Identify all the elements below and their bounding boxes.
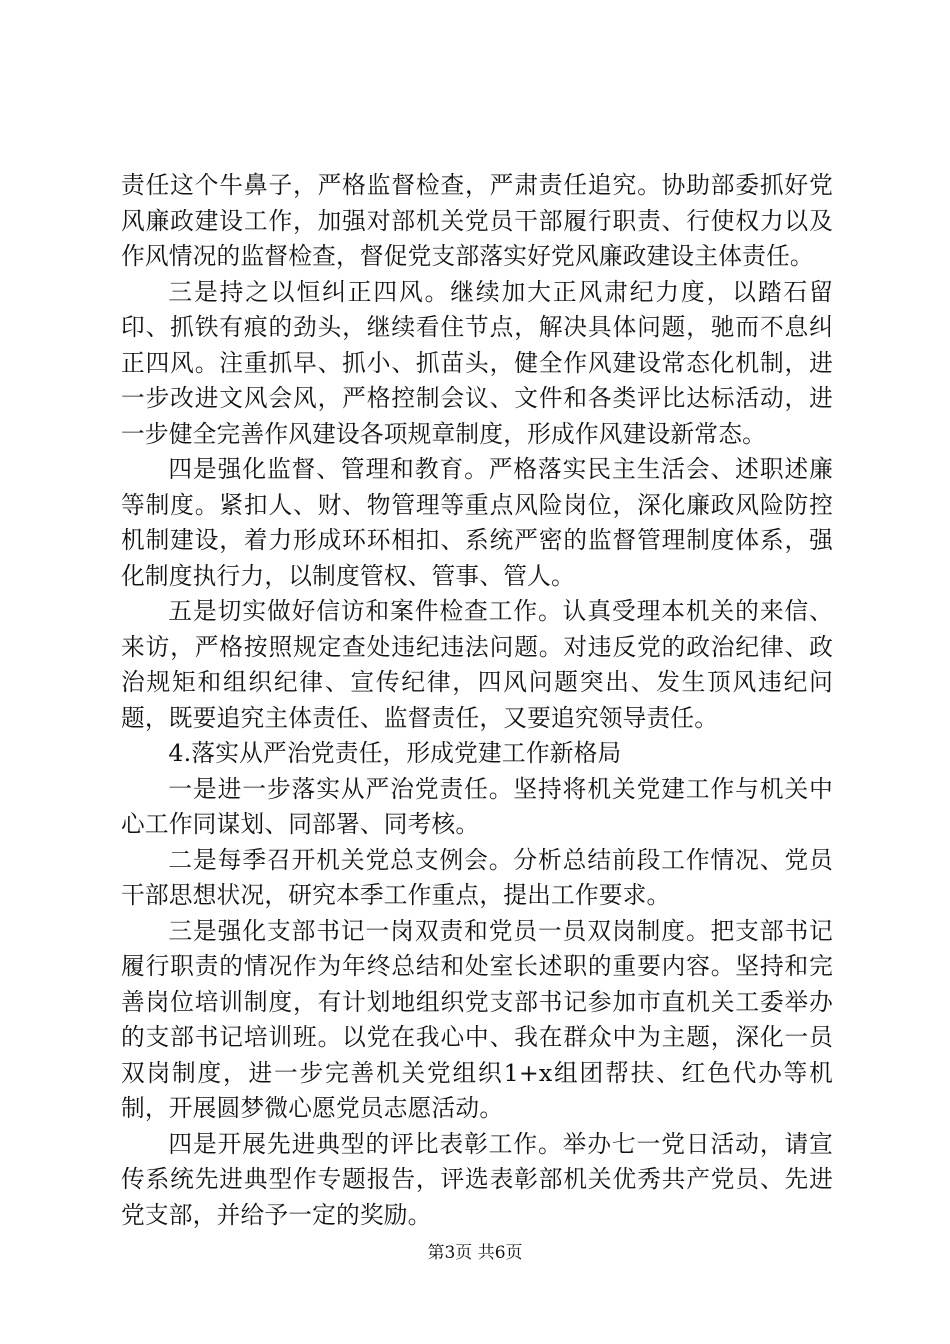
paragraph-item-3-dual-duty: 三是强化支部书记一岗双责和党员一员双岗制度。把支部书记履行职责的情况作为年终总结和处室长述职的重要内容。坚持和完善岗位培训制度，有计划地组织党支部书记参加市直机关工委举办的支部书记培训班。以党在我心中、我在群众中为主题，深化一员双岗制度，进一步完善机关党组织1+x组团帮扶、红色代办等机制，开展圆梦微心愿党员志愿活动。 bbox=[121, 916, 833, 1122]
paragraph-item-2-quarterly-meeting: 二是每季召开机关党总支例会。分析总结前段工作情况、党员干部思想状况，研究本季工作重点，提出工作要求。 bbox=[121, 845, 833, 909]
paragraph-item-4-supervision: 四是强化监督、管理和教育。严格落实民主生活会、述职述廉等制度。紧扣人、财、物管理等重点风险岗位，深化廉政风险防控机制建设，着力形成环环相扣、系统严密的监督管理制度体系，强化制度执行力，以制度管权、管事、管人。 bbox=[121, 455, 833, 590]
paragraph-item-5-petitions: 五是切实做好信访和案件检查工作。认真受理本机关的来信、来访，严格按照规定查处违纪违法问题。对违反党的政治纪律、政治规矩和组织纪律、宣传纪律，四风问题突出、发生顶风违纪问题，既要追究主体责任、监督责任，又要追究领导责任。 bbox=[121, 597, 833, 732]
paragraph-item-1-responsibility: 一是进一步落实从严治党责任。坚持将机关党建工作与机关中心工作同谋划、同部署、同考核。 bbox=[121, 774, 833, 838]
document-body bbox=[121, 168, 833, 1233]
page-number-footer: 第3页 共6页 bbox=[427, 1243, 523, 1263]
paragraph-continuation: 责任这个牛鼻子，严格监督检查，严肃责任追究。协助部委抓好党风廉政建设工作，加强对部机关党员干部履行职责、行使权力以及作风情况的监督检查，督促党支部落实好党风廉政建设主体责任。 bbox=[121, 171, 833, 270]
section-heading-4: 4.落实从严治党责任，形成党建工作新格局 bbox=[168, 739, 622, 767]
paragraph-item-4-commendation: 四是开展先进典型的评比表彰工作。举办七一党日活动，请宣传系统先进典型作专题报告，评选表彰部机关优秀共产党员、先进党支部，并给予一定的奖励。 bbox=[121, 1129, 833, 1229]
paragraph-item-3-rectify-four-styles: 三是持之以恒纠正四风。继续加大正风肃纪力度，以踏石留印、抓铁有痕的劲头，继续看住节点，解决具体问题，驰而不息纠正四风。注重抓早、抓小、抓苗头，健全作风建设常态化机制，进一步改进文风会风，严格控制会议、文件和各类评比达标活动，进一步健全完善作风建设各项规章制度，形成作风建设新常态。 bbox=[121, 277, 833, 448]
